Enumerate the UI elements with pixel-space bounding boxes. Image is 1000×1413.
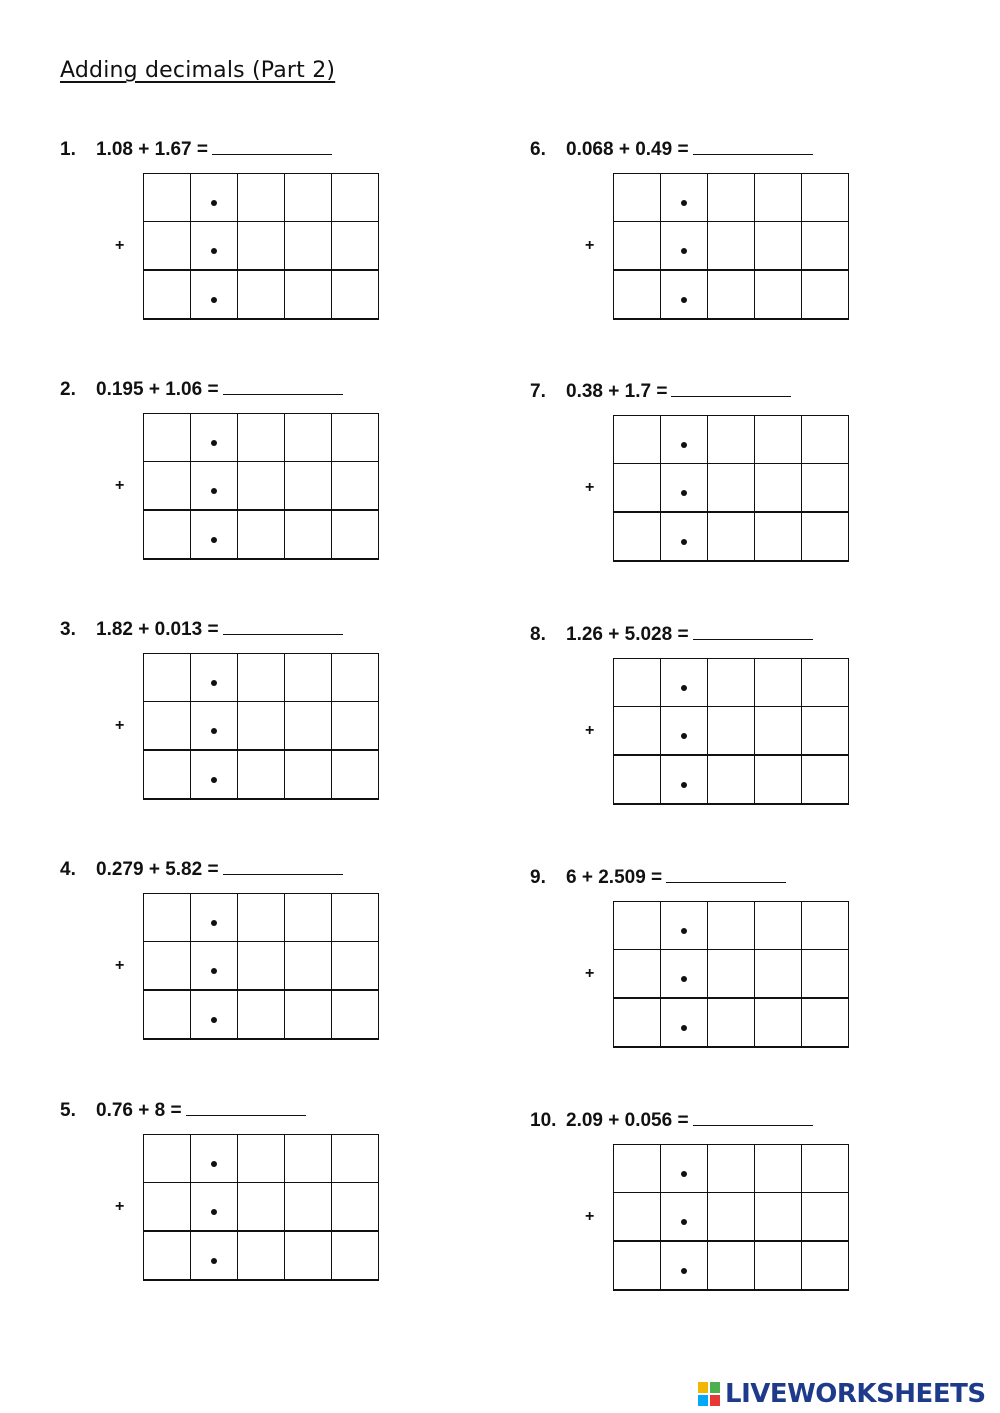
answer-cell[interactable] [802,270,849,319]
answer-blank[interactable] [666,866,786,883]
decimal-point-cell [191,1231,238,1280]
decimal-point-icon [681,928,687,934]
problem-expression: 0.068 + 0.49 = [566,139,689,160]
decimal-point-icon [681,976,687,982]
grid-cell[interactable] [755,1145,802,1193]
grid-cell[interactable] [755,464,802,513]
answer-cell[interactable] [708,998,755,1047]
answer-cell[interactable] [238,270,285,319]
answer-blank[interactable] [671,380,791,397]
grid-cell[interactable] [614,1193,661,1242]
grid-cell[interactable] [802,222,849,271]
grid-cell[interactable] [755,902,802,950]
decimal-point-cell [191,510,238,559]
problem-number: 9. [530,867,546,888]
grid-cell[interactable] [238,654,285,702]
decimal-point-icon [681,1025,687,1031]
grid-cell[interactable] [238,942,285,991]
answer-cell[interactable] [285,990,332,1039]
problem-expression: 1.82 + 0.013 = [96,619,219,640]
answer-cell[interactable] [332,510,379,559]
grid-cell[interactable] [144,702,191,751]
grid-cell[interactable] [238,1135,285,1183]
grid-cell[interactable] [708,659,755,707]
answer-cell[interactable] [238,1231,285,1280]
grid-cell[interactable] [755,416,802,464]
grid-cell[interactable] [144,174,191,222]
decimal-point-icon [681,1219,687,1225]
grid-cell[interactable] [285,654,332,702]
decimal-point-cell [191,894,238,942]
grid-cell[interactable] [802,174,849,222]
answer-cell[interactable] [708,512,755,561]
answer-cell[interactable] [144,510,191,559]
decimal-point-cell [661,464,708,513]
answer-cell[interactable] [802,512,849,561]
page-title: Adding decimals (Part 2) [60,58,336,83]
grid-cell[interactable] [332,1135,379,1183]
grid-cell[interactable] [614,707,661,756]
decimal-point-cell [661,950,708,999]
answer-blank[interactable] [223,618,343,635]
answer-blank[interactable] [693,138,813,155]
decimal-point-cell [661,707,708,756]
grid-cell[interactable] [332,702,379,751]
grid-cell[interactable] [755,707,802,756]
logo-text: LIVEWORKSHEETS [725,1379,986,1409]
grid-cell[interactable] [802,416,849,464]
answer-cell[interactable] [144,990,191,1039]
decimal-point-cell [661,659,708,707]
grid-cell[interactable] [708,950,755,999]
grid-cell[interactable] [755,1193,802,1242]
decimal-point-icon [681,248,687,254]
grid-cell[interactable] [238,414,285,462]
answer-cell[interactable] [332,750,379,799]
answer-cell[interactable] [614,998,661,1047]
answer-cell[interactable] [802,998,849,1047]
decimal-point-cell [661,1241,708,1290]
grid-cell[interactable] [332,174,379,222]
problem-expression: 2.09 + 0.056 = [566,1110,689,1131]
answer-cell[interactable] [285,270,332,319]
grid-cell[interactable] [332,414,379,462]
decimal-point-cell [661,998,708,1047]
grid-cell[interactable] [802,707,849,756]
liveworksheets-logo-icon [697,1381,721,1407]
problem-9 [530,866,950,1066]
grid-cell[interactable] [802,950,849,999]
grid-cell[interactable] [614,222,661,271]
decimal-point-icon [681,782,687,788]
answer-cell[interactable] [802,755,849,804]
answer-cell[interactable] [144,270,191,319]
grid-cell[interactable] [238,222,285,271]
decimal-point-icon [211,297,217,303]
answer-cell[interactable] [238,510,285,559]
grid-cell[interactable] [238,174,285,222]
decimal-point-cell [191,462,238,511]
logo-square [709,1394,721,1407]
plus-sign: + [585,965,595,982]
answer-cell[interactable] [708,755,755,804]
grid-cell[interactable] [285,1135,332,1183]
problem-4 [60,858,480,1058]
answer-blank[interactable] [186,1099,306,1116]
decimal-point-cell [191,222,238,271]
answer-cell[interactable] [755,270,802,319]
problem-number: 5. [60,1100,76,1121]
problem-expression: 0.76 + 8 = [96,1100,182,1121]
plus-sign: + [115,237,125,254]
grid-cell[interactable] [614,659,661,707]
decimal-point-cell [191,174,238,222]
decimal-point-icon [681,733,687,739]
grid-cell[interactable] [708,416,755,464]
answer-cell[interactable] [285,1231,332,1280]
problem-expression: 1.26 + 5.028 = [566,624,689,645]
problem-number: 7. [530,381,546,402]
decimal-point-icon [681,442,687,448]
addition-grid [613,415,849,562]
answer-cell[interactable] [332,990,379,1039]
plus-sign: + [585,479,595,496]
grid-cell[interactable] [285,174,332,222]
plus-sign: + [585,237,595,254]
grid-cell[interactable] [614,902,661,950]
grid-cell[interactable] [614,174,661,222]
addition-grid [613,173,849,320]
plus-sign: + [585,722,595,739]
grid-cell[interactable] [708,902,755,950]
answer-blank[interactable] [212,138,332,155]
decimal-point-cell [661,902,708,950]
decimal-point-cell [191,750,238,799]
problem-expression: 0.279 + 5.82 = [96,859,219,880]
plus-sign: + [115,1198,125,1215]
decimal-point-cell [191,702,238,751]
problem-expression: 1.08 + 1.67 = [96,139,208,160]
answer-blank[interactable] [223,378,343,395]
decimal-point-icon [211,1161,217,1167]
decimal-point-cell [661,1145,708,1193]
grid-cell[interactable] [708,707,755,756]
answer-cell[interactable] [285,510,332,559]
grid-cell[interactable] [285,1183,332,1232]
plus-sign: + [115,477,125,494]
liveworksheets-logo [697,1378,986,1410]
grid-cell[interactable] [285,894,332,942]
grid-cell[interactable] [144,222,191,271]
grid-cell[interactable] [614,416,661,464]
plus-sign: + [115,717,125,734]
decimal-point-icon [681,297,687,303]
answer-cell[interactable] [238,750,285,799]
grid-cell[interactable] [285,942,332,991]
answer-cell[interactable] [755,755,802,804]
decimal-point-icon [211,968,217,974]
grid-cell[interactable] [285,462,332,511]
addition-grid [613,1144,849,1291]
addition-grid [613,658,849,805]
addition-grid [143,893,379,1040]
grid-cell[interactable] [144,414,191,462]
grid-cell[interactable] [332,894,379,942]
grid-cell[interactable] [614,1145,661,1193]
decimal-point-icon [211,1017,217,1023]
problem-1 [60,138,480,338]
problem-expression: 0.38 + 1.7 = [566,381,668,402]
grid-cell[interactable] [802,1145,849,1193]
problem-number: 1. [60,139,76,160]
decimal-point-cell [661,512,708,561]
answer-cell[interactable] [614,512,661,561]
decimal-point-icon [211,488,217,494]
decimal-point-cell [191,942,238,991]
decimal-point-cell [661,270,708,319]
plus-sign: + [585,1208,595,1225]
answer-blank[interactable] [693,1109,813,1126]
grid-cell[interactable] [144,894,191,942]
answer-cell[interactable] [614,755,661,804]
decimal-point-icon [211,537,217,543]
decimal-point-cell [191,1135,238,1183]
decimal-point-icon [681,685,687,691]
grid-cell[interactable] [285,702,332,751]
grid-cell[interactable] [285,414,332,462]
grid-cell[interactable] [708,174,755,222]
answer-cell[interactable] [614,270,661,319]
answer-cell[interactable] [708,270,755,319]
grid-cell[interactable] [708,1193,755,1242]
grid-cell[interactable] [755,174,802,222]
grid-cell[interactable] [144,1183,191,1232]
grid-cell[interactable] [144,942,191,991]
answer-cell[interactable] [755,512,802,561]
problem-expression: 6 + 2.509 = [566,867,663,888]
answer-blank[interactable] [693,623,813,640]
problem-7 [530,380,950,580]
problem-8 [530,623,950,823]
grid-cell[interactable] [332,222,379,271]
decimal-point-cell [661,416,708,464]
answer-cell[interactable] [802,1241,849,1290]
decimal-point-cell [191,270,238,319]
grid-cell[interactable] [332,1183,379,1232]
grid-cell[interactable] [755,222,802,271]
decimal-point-icon [681,1268,687,1274]
answer-cell[interactable] [332,1231,379,1280]
decimal-point-icon [211,1209,217,1215]
decimal-point-icon [211,728,217,734]
problem-5 [60,1099,480,1299]
decimal-point-cell [661,174,708,222]
problem-number: 2. [60,379,76,400]
problem-10 [530,1109,950,1309]
answer-cell[interactable] [708,1241,755,1290]
answer-cell[interactable] [144,750,191,799]
grid-cell[interactable] [755,950,802,999]
decimal-point-icon [681,539,687,545]
answer-cell[interactable] [238,990,285,1039]
grid-cell[interactable] [802,464,849,513]
grid-cell[interactable] [708,222,755,271]
grid-cell[interactable] [614,464,661,513]
decimal-point-cell [191,990,238,1039]
grid-cell[interactable] [614,950,661,999]
answer-cell[interactable] [285,750,332,799]
decimal-point-icon [211,440,217,446]
problem-2 [60,378,480,578]
decimal-point-cell [191,414,238,462]
decimal-point-cell [661,222,708,271]
grid-cell[interactable] [802,1193,849,1242]
problem-number: 8. [530,624,546,645]
problem-number: 3. [60,619,76,640]
decimal-point-cell [191,1183,238,1232]
problem-3 [60,618,480,818]
grid-cell[interactable] [332,942,379,991]
problem-6 [530,138,950,338]
grid-cell[interactable] [802,902,849,950]
decimal-point-icon [681,1171,687,1177]
decimal-point-cell [191,654,238,702]
grid-cell[interactable] [285,222,332,271]
decimal-point-cell [661,755,708,804]
logo-square [697,1394,709,1407]
grid-cell[interactable] [332,462,379,511]
addition-grid [613,901,849,1048]
grid-cell[interactable] [238,1183,285,1232]
grid-cell[interactable] [755,659,802,707]
problem-number: 6. [530,139,546,160]
grid-cell[interactable] [708,464,755,513]
decimal-point-cell [661,1193,708,1242]
addition-grid [143,413,379,560]
decimal-point-icon [681,490,687,496]
answer-cell[interactable] [614,1241,661,1290]
decimal-point-icon [681,200,687,206]
grid-cell[interactable] [238,462,285,511]
problem-number: 10. [530,1110,557,1131]
grid-cell[interactable] [238,894,285,942]
plus-sign: + [115,957,125,974]
decimal-point-icon [211,680,217,686]
addition-grid [143,653,379,800]
addition-grid [143,1134,379,1281]
decimal-point-icon [211,777,217,783]
grid-cell[interactable] [144,1135,191,1183]
decimal-point-icon [211,1258,217,1264]
logo-square [709,1381,721,1394]
decimal-point-icon [211,920,217,926]
problem-expression: 0.195 + 1.06 = [96,379,219,400]
problem-number: 4. [60,859,76,880]
answer-cell[interactable] [144,1231,191,1280]
grid-cell[interactable] [802,659,849,707]
answer-cell[interactable] [755,998,802,1047]
decimal-point-icon [211,248,217,254]
grid-cell[interactable] [144,654,191,702]
answer-blank[interactable] [223,858,343,875]
answer-cell[interactable] [755,1241,802,1290]
grid-cell[interactable] [708,1145,755,1193]
grid-cell[interactable] [238,702,285,751]
grid-cell[interactable] [144,462,191,511]
decimal-point-icon [211,200,217,206]
grid-cell[interactable] [332,654,379,702]
answer-cell[interactable] [332,270,379,319]
logo-square [697,1381,709,1394]
addition-grid [143,173,379,320]
